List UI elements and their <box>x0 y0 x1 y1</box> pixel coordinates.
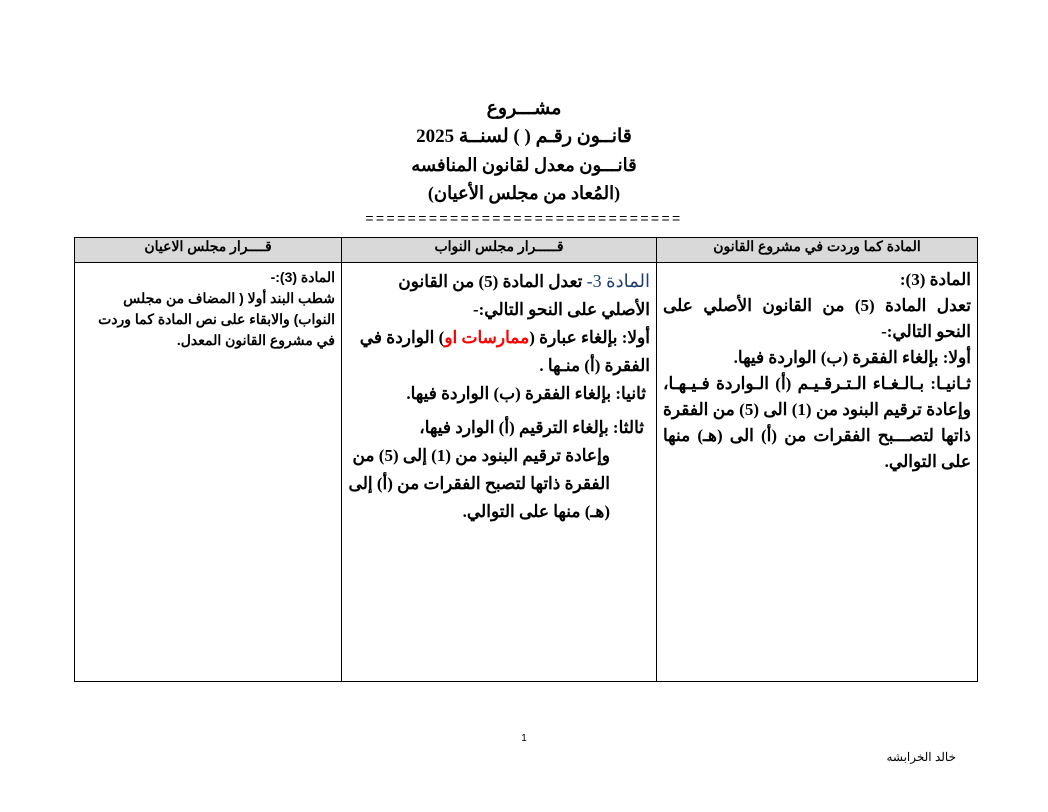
header-senate-decision: قــــرار مجلس الاعيان <box>75 238 342 263</box>
footer-author: خالد الخرابشه <box>886 750 956 764</box>
deputies-highlight: ممارسات او <box>444 328 530 347</box>
deputies-second: ثانيا: بإلغاء الفقرة (ب) الواردة فيها. <box>406 384 646 403</box>
senate-decision-text: شطب البند أولا ( المضاف من مجلس النواب) والابقاء على نص المادة كما وردت في مشروع القانون المعدل. <box>98 290 335 348</box>
table-row <box>75 263 978 682</box>
divider-line: ============================== <box>365 210 683 226</box>
cell-senate-decision <box>75 263 342 682</box>
document-header <box>0 95 1048 207</box>
law-draft-intro: تعدل المادة (5) من القانون الأصلي على النحو التالي:- <box>663 296 971 341</box>
senate-article: المادة (3):- <box>270 269 335 285</box>
deputies-article-label: المادة 3- <box>586 271 650 291</box>
cell-law-draft <box>657 263 978 682</box>
table-header-row <box>75 238 978 263</box>
law-source-note: (المُعاد من مجلس الأعيان) <box>427 183 621 203</box>
header-deputies-decision: قـــــرار مجلس النواب <box>342 238 657 263</box>
page-number: 1 <box>521 733 527 744</box>
deputies-first <box>348 324 650 380</box>
deputies-intro-text: تعدل المادة (5) من القانون الأصلي على النحو التالي:- <box>398 272 650 319</box>
deputies-intro <box>348 267 650 324</box>
law-draft-first: أولا: بإلغاء الفقرة (ب) الواردة فيها. <box>733 348 971 367</box>
law-subtitle: قانـــون معدل لقانون المنافسه <box>411 155 637 175</box>
law-number: قانــون رقـم ( ) لسنــة 2025 <box>416 126 632 147</box>
deputies-third-continued: وإعادة ترقيم البنود من (1) إلى (5) من الفقرة ذاتها لتصبح الفقرات من (أ) إلى (هـ) منها على التوالي. <box>348 446 610 521</box>
header-law-draft: المادة كما وردت في مشروع القانون <box>657 238 978 263</box>
law-draft-second: ثـانيـا: بـالـغـاء الـتـرقـيـم (أ) الـواردة فـيـهـا، وإعادة ترقيم البنود من (1) الى (5) من الفقرة ذاتها لتصـــبح الفقرات من (أ) الى (هـ) منها على التوالي. <box>663 374 971 471</box>
deputies-third: ثالثا: بإلغاء الترقيم (أ) الوارد فيها، <box>419 418 644 437</box>
law-draft-article: المادة (3): <box>899 270 971 289</box>
comparison-table <box>74 237 978 682</box>
cell-deputies-decision <box>342 263 657 682</box>
document-title: مشـــروع <box>486 98 562 119</box>
deputies-first-text-b: ) الواردة في الفقرة (أ) منـها . <box>359 328 650 375</box>
deputies-first-text-a: أولا: بإلغاء عبارة ( <box>529 328 650 347</box>
